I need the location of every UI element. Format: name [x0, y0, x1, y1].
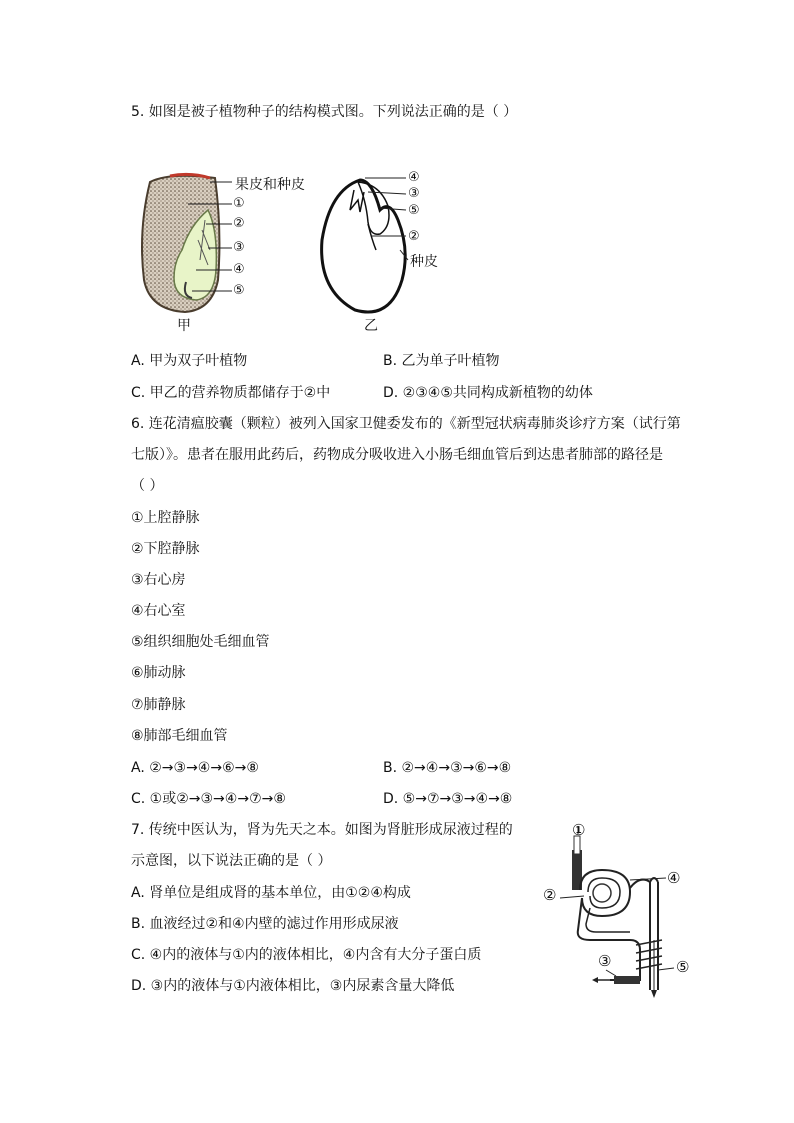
- jia-label-4: ④: [233, 262, 245, 277]
- nephron-label-5: ⑤: [676, 958, 690, 976]
- q7-option-b: B. 血液经过②和④内壁的滤过作用形成尿液: [131, 916, 399, 932]
- q7-stem-line1: 7. 传统中医认为，肾为先天之本。如图为肾脏形成尿液过程的: [131, 822, 513, 838]
- yi-label-3: ③: [408, 186, 420, 201]
- seedcoat-label: 种皮: [410, 254, 438, 270]
- q6-stem-line1: 6. 连花清瘟胶囊（颗粒）被列入国家卫健委发布的《新型冠状病毒肺炎诊疗方案（试行第: [131, 416, 681, 432]
- q6-item: ④右心室: [131, 603, 186, 619]
- q7-stem-line2: 示意图，以下说法正确的是（ ）: [131, 853, 332, 869]
- q6-option-c: C. ①或②→③→④→⑦→⑧: [131, 791, 286, 807]
- q6-stem-line3: （ ）: [131, 478, 164, 494]
- q5-stem: 5. 如图是被子植物种子的结构模式图。下列说法正确的是（ ）: [131, 104, 518, 120]
- q6-item: ⑤组织细胞处毛细血管: [131, 634, 270, 650]
- q6-option-a: A. ②→③→④→⑥→⑧: [131, 760, 259, 776]
- yi-caption: 乙: [364, 318, 378, 334]
- jia-caption: 甲: [177, 318, 191, 334]
- jia-label-2: ②: [233, 216, 245, 231]
- jia-label-3: ③: [233, 240, 245, 255]
- nephron-label-2: ②: [543, 886, 557, 904]
- q5-option-a: A. 甲为双子叶植物: [131, 353, 248, 369]
- q5-option-b: B. 乙为单子叶植物: [383, 353, 500, 369]
- q6-option-b: B. ②→④→③→⑥→⑧: [383, 760, 512, 776]
- yi-label-5: ⑤: [408, 203, 420, 218]
- q6-item: ⑦肺静脉: [131, 697, 186, 713]
- q5-option-c: C. 甲乙的营养物质都储存于②中: [131, 385, 331, 401]
- seed-yi-figure: [310, 170, 420, 320]
- q7-option-d: D. ③内的液体与①内液体相比，③内尿素含量大降低: [131, 978, 455, 994]
- jia-label-5: ⑤: [233, 283, 245, 298]
- q6-stem-line2: 七版）》。患者在服用此药后，药物成分吸收进入小肠毛细血管后到达患者肺部的路径是: [131, 447, 663, 463]
- nephron-label-1: ①: [572, 821, 586, 839]
- yi-label-4: ④: [408, 170, 420, 185]
- yi-label-2: ②: [408, 229, 420, 244]
- q6-option-d: D. ⑤→⑦→③→④→⑧: [383, 791, 513, 807]
- q6-item: ③右心房: [131, 572, 186, 588]
- q6-item: ⑧肺部毛细血管: [131, 728, 228, 744]
- nephron-label-3: ③: [598, 952, 612, 970]
- q7-option-a: A. 肾单位是组成肾的基本单位，由①②④构成: [131, 885, 411, 901]
- jia-label-1: ①: [233, 196, 245, 211]
- q5-option-d: D. ②③④⑤共同构成新植物的幼体: [383, 385, 593, 401]
- q6-item: ①上腔静脉: [131, 510, 200, 526]
- nephron-label-4: ④: [667, 869, 681, 887]
- pericarp-label: 果皮和种皮: [235, 177, 305, 193]
- q6-item: ⑥肺动脉: [131, 665, 186, 681]
- q7-option-c: C. ④内的液体与①内的液体相比，④内含有大分子蛋白质: [131, 947, 482, 963]
- q6-item: ②下腔静脉: [131, 541, 200, 557]
